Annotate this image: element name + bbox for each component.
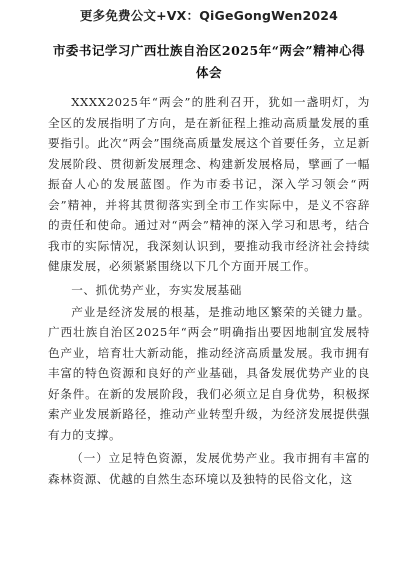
section-1-paragraph: 产业是经济发展的根基，是推动地区繁荣的关键力量。广西壮族自治区2025年“两会”明确指出要因地制宜发展特色产业，培育壮大新动能，推动经济高质量发展。我市拥有丰富的特色资源和良好的产业基础，具备发展优势产业的良好条件。在新的发展阶段，我们必须立足自身优势，积极探索产业发展新路径，推动产业转型升级，为经济发展提供强有力的支撑。: [48, 304, 370, 442]
subsection-1-paragraph: （一）立足特色资源，发展优势产业。我市拥有丰富的森林资源、优越的自然生态环境以及独特的民俗文化，这: [48, 451, 370, 486]
promo-banner: 更多免费公文+VX：QiGeGongWen2024: [79, 8, 339, 23]
section-heading-1: 一、抓优势产业，夯实发展基础: [71, 282, 242, 297]
document-title: 市委书记学习广西壮族自治区2025年“两会”精神心得体会: [52, 43, 366, 80]
intro-paragraph: XXXX2025年“两会”的胜利召开，犹如一盏明灯，为全区的发展指明了方向，是在新征程上推动高质量发展的重要指引。此次“两会”围绕高质量发展这个首要任务，立足新发展阶段、贯彻新发展理念、构建新发展格局，擘画了一幅振奋人心的发展蓝图。作为市委书记，深入学习领会“两会”精神，并将其贯彻落实到全市工作实际中，是义不容辞的责任和使命。通过对“两会”精神的深入学习和思考，结合我市的实际情况，我深刻认识到，要推动我市经济社会持续健康发展，必须紧紧围绕以下几个方面开展工作。: [48, 95, 370, 273]
